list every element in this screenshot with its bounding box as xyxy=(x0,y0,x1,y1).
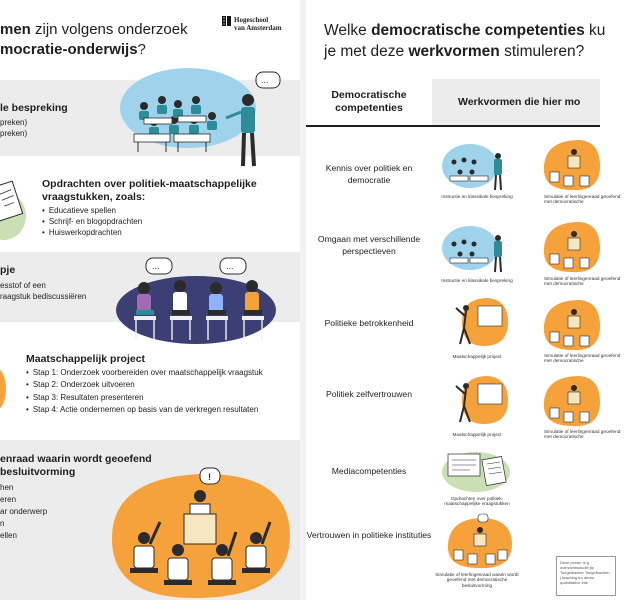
svg-text:...: ... xyxy=(261,75,269,85)
student-council-illustration xyxy=(104,466,296,600)
competence-row-2: Omgaan met verschillende perspectieven xyxy=(317,234,421,257)
section-1-line-1: preken) xyxy=(0,118,28,127)
column-header-competences: Democratische competenties xyxy=(306,79,432,127)
workform-caption: Simulatie of leerlingenraad geoefend met democratische xyxy=(544,276,621,287)
right-page-title: Welke democratische competenties ku je met deze werkvormen stimuleren? xyxy=(324,22,606,60)
workform-caption: Instructie en klassikale bespreking xyxy=(441,194,513,199)
left-poster-page xyxy=(0,0,300,600)
section-5-line-4: n xyxy=(0,519,5,528)
svg-text:...: ... xyxy=(152,261,160,271)
classroom-thumbnail xyxy=(440,222,512,274)
source-note-box: Deze poster is g overzichtsstudie jip Toegelbacker Toegelbacken, j teaching for demo quantitative inte xyxy=(556,556,616,596)
section-5-line-2: eren xyxy=(0,495,17,504)
orange-accent-shape xyxy=(0,368,6,410)
section-3-line-1: esstof of een xyxy=(0,281,46,290)
worksheet-illustration xyxy=(0,172,28,244)
competence-row-5: Mediacompetenties xyxy=(331,466,407,476)
hva-crest-icon xyxy=(222,16,231,26)
classroom-illustration xyxy=(118,66,298,170)
council-thumbnail xyxy=(444,514,514,570)
section-1-line-2: preken) xyxy=(0,129,28,138)
competence-row-1: Kennis over politiek en democratie xyxy=(325,163,413,186)
svg-text:...: ... xyxy=(226,261,234,271)
classroom-thumbnail xyxy=(440,140,512,192)
competence-row-6: Vertrouwen in politieke instituties xyxy=(306,530,432,540)
section-3-heading: pje xyxy=(0,264,16,276)
list-item: • Stap 3: Resultaten presenteren xyxy=(26,392,263,404)
council-thumbnail xyxy=(540,296,600,352)
list-item: • Stap 2: Onderzoek uitvoeren xyxy=(26,379,263,391)
list-item: • Schrijf- en blogopdrachten xyxy=(42,216,142,227)
column-header-workforms: Werkvormen die hier mo xyxy=(432,79,600,127)
section-5-line-3: ar onderwerp xyxy=(0,507,48,516)
workform-caption: Instructie en klassikale bespreking xyxy=(441,278,513,283)
section-4-steps xyxy=(26,367,263,416)
list-item: • Stap 1: Onderzoek voorbereiden over maatschappelijk vraagstuk xyxy=(26,367,263,379)
section-2-heading-1: Opdrachten over politiek-maatschappelijke xyxy=(42,178,257,190)
section-3-line-2: raagstuk bediscussiëren xyxy=(0,292,87,301)
section-2-list xyxy=(42,205,142,239)
right-poster-page xyxy=(306,0,621,600)
workform-caption: Opdrachten over politiek-maatschappelijke vraagstukken xyxy=(444,496,510,507)
section-1-heading: le bespreking xyxy=(0,102,68,114)
workform-caption: Simulatie of leerlingenraad waarin wordt geoefend met democratische besluitvorming xyxy=(435,572,519,588)
workform-caption: Simulatie of leerlingenraad geoefend met democratische xyxy=(544,429,621,440)
list-item: • Stap 4: Actie ondernemen op basis van de verkregen resultaten xyxy=(26,404,263,416)
left-page-title: men zijn volgens onderzoek mocratie-onderwijs? xyxy=(0,21,188,58)
list-item: • Educatieve spellen xyxy=(42,205,142,216)
competence-row-4: Politiek zelfvertrouwen xyxy=(326,389,412,399)
workform-caption: Maatschappelijk project xyxy=(452,354,502,359)
project-thumbnail xyxy=(448,372,510,428)
competence-row-3: Politieke betrokkenheid xyxy=(324,318,414,328)
discussion-illustration xyxy=(112,254,282,344)
hva-logo: Hogeschool van Amsterdam xyxy=(222,16,282,32)
section-2-heading-2: vraagstukken, zoals: xyxy=(42,191,146,203)
svg-text:!: ! xyxy=(208,472,211,482)
project-thumbnail xyxy=(448,294,510,350)
workform-caption: Maatschappelijk project xyxy=(452,432,502,437)
section-5-line-5: ellen xyxy=(0,531,17,540)
section-4-heading: Maatschappelijk project xyxy=(26,353,146,365)
section-5-heading-1: enraad waarin wordt geoefend xyxy=(0,453,152,465)
worksheet-thumbnail xyxy=(440,446,512,494)
section-5-heading-2: besluitvorming xyxy=(0,466,76,478)
council-thumbnail xyxy=(540,372,600,428)
council-thumbnail xyxy=(540,136,600,192)
list-item: • Huiswerkopdrachten xyxy=(42,227,142,238)
workform-caption: Simulatie of leerlingenraad geoefend met democratische xyxy=(544,353,621,364)
section-5-line-1: hen xyxy=(0,483,14,492)
council-thumbnail xyxy=(540,218,600,274)
workform-caption: Simulatie of leerlingenraad geoefend met democratische xyxy=(544,194,621,205)
